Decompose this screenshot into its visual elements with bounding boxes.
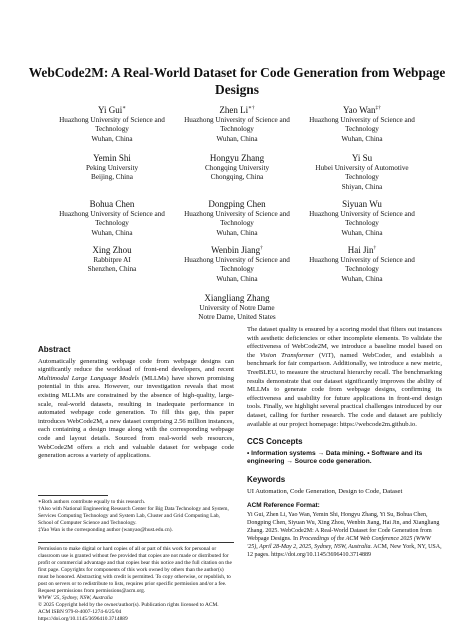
author-affiliation: Technology <box>95 219 129 228</box>
author-mark: ‡† <box>375 105 381 111</box>
author-affiliation: Wuhan, China <box>91 228 133 237</box>
right-column <box>247 326 442 559</box>
author-name: Zhen Li <box>219 105 249 115</box>
author-entry <box>287 196 437 238</box>
author-name: Siyuan Wu <box>342 199 382 209</box>
ccs-heading: CCS Concepts <box>247 437 303 447</box>
acm-ref-italic: Proceedings of the ACM Web Conference 2025 (WWW '25), April 28-May 2, 2025, Sydney, NSW, Australia. <box>247 535 431 550</box>
author-affiliation: Peking University <box>85 164 139 172</box>
left-column <box>38 346 234 623</box>
author-affiliation: Huazhong University of Science and <box>309 210 415 218</box>
isbn-line: ACM ISBN 979-8-4007-1274-6/25/04 <box>38 608 122 615</box>
author-name: Yi Su <box>351 153 373 163</box>
author-affiliation: Notre Dame, United States <box>198 313 276 322</box>
author-affiliation: Wuhan, China <box>91 134 133 143</box>
copyright-line: © 2025 Copyright held by the owner/author(s). Publication rights licensed to ACM. <box>38 601 219 608</box>
abstract-paragraph-2 <box>247 326 442 429</box>
abstract-text-b: (MLLMs) have shown promising potential in this area. However, our investigation reveals that most existing MLLMs are constrained by the absence of high-quality, large-scale, real-world datasets, resulting in inadequate performance in automated webpage code generation. To fill this gap, this paper introduces WebCode2M, a new dataset comprising 2.56 million instances, each containing a design image along with the corresponding webpage code and layout details. Sourced from real-world web resources, WebCode2M offers a rich and valuable dataset for webpage code generation across a variety of applications. <box>38 374 234 460</box>
author-name: Yao Wan <box>343 105 376 115</box>
author-affiliation: Technology <box>345 173 379 182</box>
author-affiliation: Huazhong University of Science and <box>184 256 290 264</box>
author-affiliation: Wuhan, China <box>341 274 383 283</box>
footnote-2: †Also with National Engineering Research Center for Big Data Technology and System, Services Computing Technology and System Lab, Cluster and Grid Computing Lab, School of Computer Science and Technology. <box>38 505 229 526</box>
author-name-line <box>287 196 437 210</box>
acm-ref-a: Yi Gui, Zhen Li, Yao Wan, Yemin Shi, Hongyu Zhang, Yi Su, Bohua Chen, Dongping Chen, Siyuan Wu, Xing Zhou, Wenbin Jiang, Hai Jin, and Xiangliang Zhang. 2025. WebCode2M: A Real-World Dataset for Code Generation from Webpage Designs. In <box>247 511 440 542</box>
author-name: Bohua Chen <box>89 199 135 209</box>
footnote-3: ‡Yao Wan is the corresponding author (wanyao@hust.edu.cn). <box>38 526 173 533</box>
author-affiliation: Technology <box>220 219 254 228</box>
keywords-list: UI Automation, Code Generation, Design to Code, Dataset <box>247 487 403 495</box>
author-affiliation: Wuhan, China <box>216 134 258 143</box>
abstract2-text-b: (ViT), named WebCoder, and establish a benchmark for fair comparison. Additionally, we introduce a new metric, TreeBLEU, to measure the structural hierarchy recall. The benchmarking results demonstrate that our dataset significantly improves the ability of MLLMs to generate code from webpage designs, confirming its effectiveness and usability for future applications in front-end design tools. Finally, we highlight several practical challenges introduced by our dataset, calling for further research. The code and dataset are publicly available at our project homepage: https://webcode2m.github.io. <box>247 351 442 428</box>
abstract-text-italic: Multimodal Large Language Models <box>38 374 139 382</box>
author-name-line <box>287 150 437 164</box>
author-mark: ∗† <box>248 105 255 111</box>
author-name: Xiangliang Zhang <box>204 293 270 303</box>
author-affiliation: Wuhan, China <box>341 228 383 237</box>
abstract-paragraph-1 <box>38 358 234 461</box>
author-affiliation: Technology <box>95 125 129 134</box>
author-name: Wenbin Jiang <box>211 245 261 255</box>
author-affiliation: Huazhong University of Science and <box>59 210 165 218</box>
abstract2-text-italic: Vision Transformer <box>259 351 315 359</box>
author-affiliation: Technology <box>345 125 379 134</box>
author-name: Xing Zhou <box>92 245 132 255</box>
author-name: Yi Gui <box>97 105 123 115</box>
permission-rule <box>38 542 234 543</box>
author-name: Dongping Chen <box>208 199 266 209</box>
doi-line[interactable]: https://doi.org/10.1145/3696410.3714889 <box>38 615 128 622</box>
author-name-line <box>287 102 437 116</box>
author-affiliation: Beijing, China <box>91 173 133 182</box>
author-affiliation: Shiyan, China <box>341 182 383 191</box>
author-affiliation: Huazhong University of Science and <box>309 116 415 124</box>
author-affiliation: University of Notre Dame <box>199 304 275 312</box>
author-name: Hai Jin <box>347 245 374 255</box>
author-affiliation: Technology <box>345 219 379 228</box>
author-affiliation: Huazhong University of Science and <box>184 116 290 124</box>
acm-ref-text <box>247 511 442 559</box>
author-mark: ∗ <box>122 105 126 111</box>
paper-title: WebCode2M: A Real-World Dataset for Code Generation from Webpage Designs <box>28 65 446 97</box>
author-entry <box>287 150 437 192</box>
author-mark: † <box>260 245 263 251</box>
author-name-line <box>162 290 312 304</box>
author-name: Hongyu Zhang <box>209 153 265 163</box>
author-affiliation: Technology <box>220 125 254 134</box>
abstract-heading: Abstract <box>38 345 71 354</box>
author-affiliation: Shenzhen, China <box>87 265 137 274</box>
author-affiliation: Technology <box>220 265 254 274</box>
permission-notice: Permission to make digital or hard copies of all or part of this work for personal or classroom use is granted without fee provided that copies are not made or distributed for profit or commercial advantage and that copies bear this notice and the full citation on the first page. Copyrights for components of this work owned by others than the author(s) must be honored. Abstracting with credit is permitted. To copy otherwise, or republish, to post on servers or to redistribute to lists, requires prior specific permission and/or a fee. Request permissions from permissions@acm.org. <box>38 545 232 594</box>
author-affiliation: Rabbitpre AI <box>93 256 131 264</box>
author-affiliation: Huazhong University of Science and <box>59 116 165 124</box>
acm-ref-heading: ACM Reference Format: <box>247 502 320 510</box>
author-entry <box>287 242 437 284</box>
author-affiliation: Wuhan, China <box>341 134 383 143</box>
ccs-concepts: • Information systems → Data mining. • Software and its engineering → Source code generation. <box>247 449 423 466</box>
author-affiliation: Chongqing University <box>204 164 270 172</box>
author-name: Yemin Shi <box>93 153 131 163</box>
author-affiliation: Wuhan, China <box>216 228 258 237</box>
author-affiliation: Technology <box>345 265 379 274</box>
author-entry <box>162 290 312 323</box>
author-name-line <box>287 242 437 256</box>
author-mark: † <box>373 245 377 251</box>
conference-line: WWW '25, Sydney, NSW, Australia <box>38 594 113 601</box>
abstract2-text-a: The dataset quality is ensured by a scoring model that filters out instances with aesthetic deficiencies or other incomplete elements. To validate the effectiveness of WebCode2M, we introduce a baseline model based on the <box>247 326 442 359</box>
author-affiliation: Chongqing, China <box>210 173 264 182</box>
keywords-heading: Keywords <box>247 474 286 484</box>
author-affiliation: Huazhong University of Science and <box>309 256 415 264</box>
author-affiliation: Huazhong University of Science and <box>184 210 290 218</box>
acm-ref-b: ACM, New York, NY, USA, 12 pages. https://doi.org/10.1145/3696410.3714889 <box>247 543 442 558</box>
abstract-text-a: Automatically generating webpage code from webpage designs can significantly reduce the workload of front-end developers, and recent <box>38 357 234 374</box>
footnote-rule <box>38 495 108 496</box>
author-entry <box>287 102 437 144</box>
footnote-1: ∗Both authors contribute equally to this research. <box>38 498 146 505</box>
author-affiliation: Wuhan, China <box>216 274 258 283</box>
author-affiliation: Hubei University of Automotive <box>315 164 409 172</box>
